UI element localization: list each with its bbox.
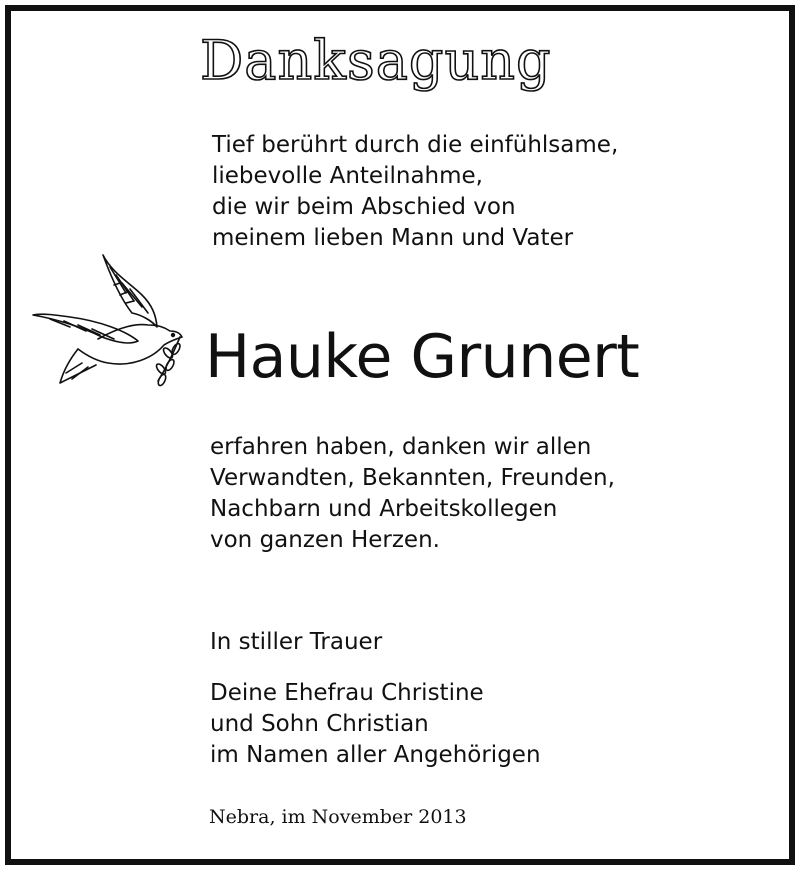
intro-line: meinem lieben Mann und Vater bbox=[212, 225, 574, 251]
family-line: Deine Ehefrau Christine bbox=[210, 680, 484, 706]
intro-text bbox=[212, 130, 618, 254]
thanks-line: von ganzen Herzen. bbox=[210, 527, 440, 553]
place-date: Nebra, im November 2013 bbox=[209, 806, 467, 828]
thanks-line: erfahren haben, danken wir allen bbox=[210, 434, 592, 460]
thanks-line: Verwandten, Bekannten, Freunden, bbox=[210, 465, 615, 491]
thanks-line: Nachbarn und Arbeitskollegen bbox=[210, 496, 558, 522]
intro-line: liebevolle Anteilnahme, bbox=[212, 163, 483, 189]
notice-title: Danksagung bbox=[200, 29, 552, 92]
family-line: und Sohn Christian bbox=[210, 711, 429, 737]
dove-with-olive-branch-icon bbox=[30, 245, 200, 395]
family-line: im Namen aller Angehörigen bbox=[210, 742, 541, 768]
thanks-text bbox=[210, 432, 615, 556]
deceased-name: Hauke Grunert bbox=[205, 322, 640, 392]
mourning-phrase: In stiller Trauer bbox=[210, 629, 383, 655]
family-signature bbox=[210, 678, 541, 771]
intro-line: die wir beim Abschied von bbox=[212, 194, 516, 220]
intro-line: Tief berührt durch die einfühlsame, bbox=[212, 132, 619, 158]
